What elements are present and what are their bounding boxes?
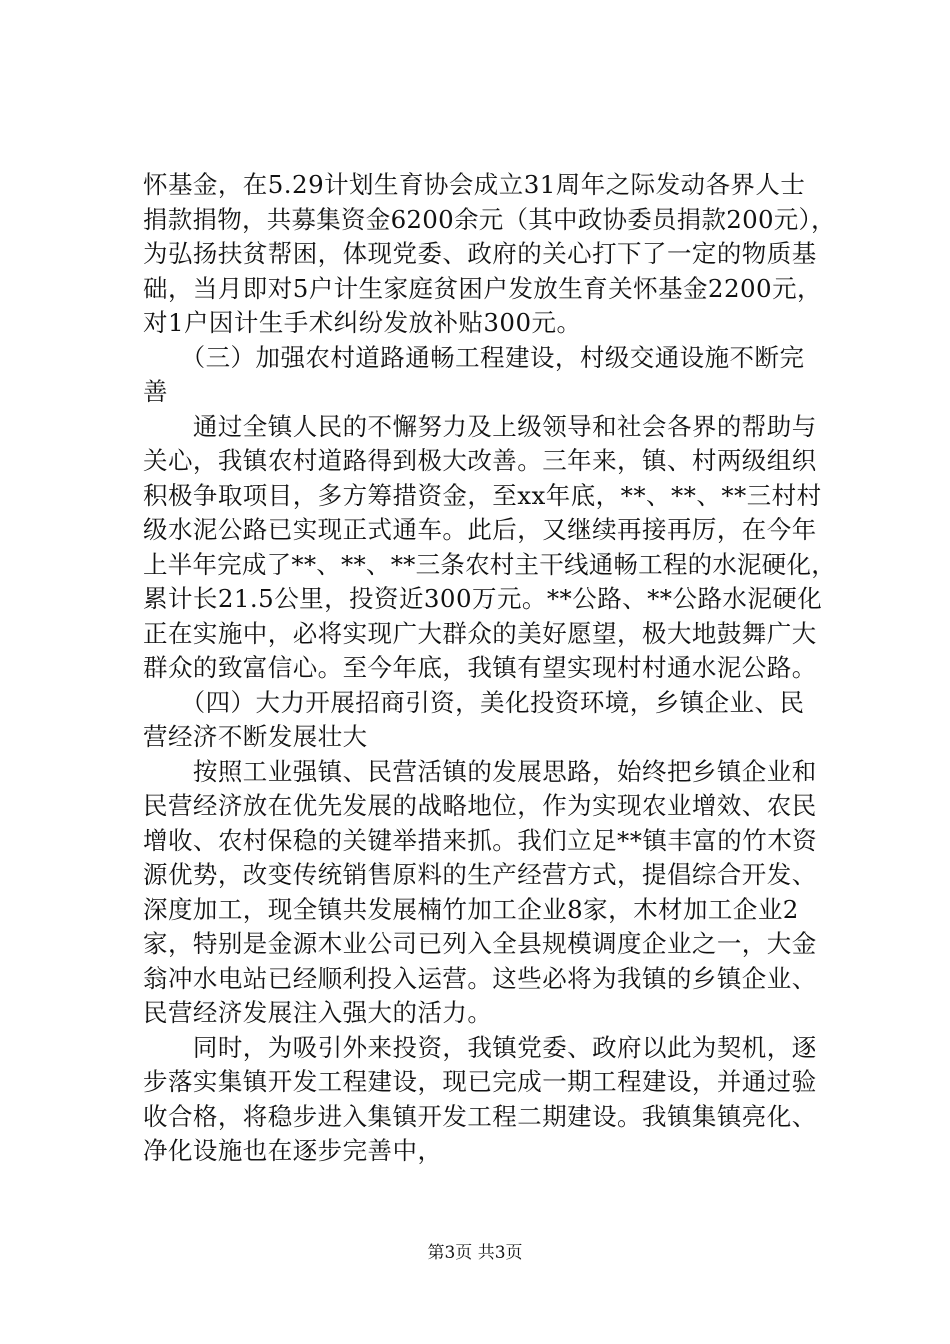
- page-footer: 第3页 共3页: [427, 1243, 523, 1263]
- text-line: 民营经济放在优先发展的战略地位，作为实现农业增效、农民: [143, 791, 817, 820]
- text-line: 通过全镇人民的不懈努力及上级领导和社会各界的帮助与: [143, 411, 817, 441]
- text-line: 营经济不断发展壮大: [143, 722, 368, 751]
- text-line: 按照工业强镇、民营活镇的发展思路，始终把乡镇企业和: [143, 756, 817, 786]
- text-line: 捐款捐物，共募集资金6200余元（其中政协委员捐款200元），: [143, 204, 836, 234]
- text-line: 步落实集镇开发工程建设，现已完成一期工程建设，并通过验: [143, 1067, 817, 1096]
- text-line: 净化设施也在逐步完善中，: [143, 1136, 443, 1165]
- text-line: 民营经济发展注入强大的活力。: [143, 998, 493, 1027]
- text-line: 同时，为吸引外来投资，我镇党委、政府以此为契机，逐: [143, 1032, 817, 1062]
- text-line: 源优势，改变传统销售原料的生产经营方式，提倡综合开发、: [143, 860, 817, 889]
- text-line: 础，当月即对5户计生家庭贫困户发放生育关怀基金2200元，: [143, 273, 822, 303]
- text-line: 累计长21.5公里，投资近300万元。**公路、**公路水泥硬化: [143, 584, 823, 613]
- text-line: 增收、农村保稳的关键举措来抓。我们立足**镇丰富的竹木资: [143, 825, 818, 855]
- text-line: （三）加强农村道路通畅工程建设，村级交通设施不断完: [143, 342, 805, 372]
- text-line: 级水泥公路已实现正式通车。此后，又继续再接再厉，在今年: [143, 515, 817, 544]
- text-line: 为弘扬扶贫帮困，体现党委、政府的关心打下了一定的物质基: [143, 239, 817, 268]
- text-line: 对1户因计生手术纠纷发放补贴300元。: [143, 308, 582, 337]
- text-line: 收合格，将稳步进入集镇开发工程二期建设。我镇集镇亮化、: [143, 1101, 817, 1131]
- text-line: 关心，我镇农村道路得到极大改善。三年来，镇、村两级组织: [143, 446, 817, 475]
- text-line: 上半年完成了**、**、**三条农村主干线通畅工程的水泥硬化，: [143, 549, 836, 579]
- text-line: 积极争取项目，多方筹措资金，至xx年底，**、**、**三村村: [143, 480, 822, 510]
- text-line: 群众的致富信心。至今年底，我镇有望实现村村通水泥公路。: [143, 653, 817, 682]
- text-line: 深度加工，现全镇共发展楠竹加工企业8家，木材加工企业2: [143, 894, 799, 924]
- text-line: 善: [143, 377, 168, 406]
- text-line: 家，特别是金源木业公司已列入全县规模调度企业之一，大金: [143, 929, 817, 958]
- text-line: （四）大力开展招商引资，美化投资环境，乡镇企业、民: [143, 687, 805, 717]
- text-line: 翁冲水电站已经顺利投入运营。这些必将为我镇的乡镇企业、: [143, 963, 817, 993]
- text-line: 正在实施中，必将实现广大群众的美好愿望，极大地鼓舞广大: [143, 618, 817, 648]
- document-body: [143, 168, 836, 1169]
- text-line: 怀基金，在5.29计划生育协会成立31周年之际发动各界人士: [143, 170, 806, 199]
